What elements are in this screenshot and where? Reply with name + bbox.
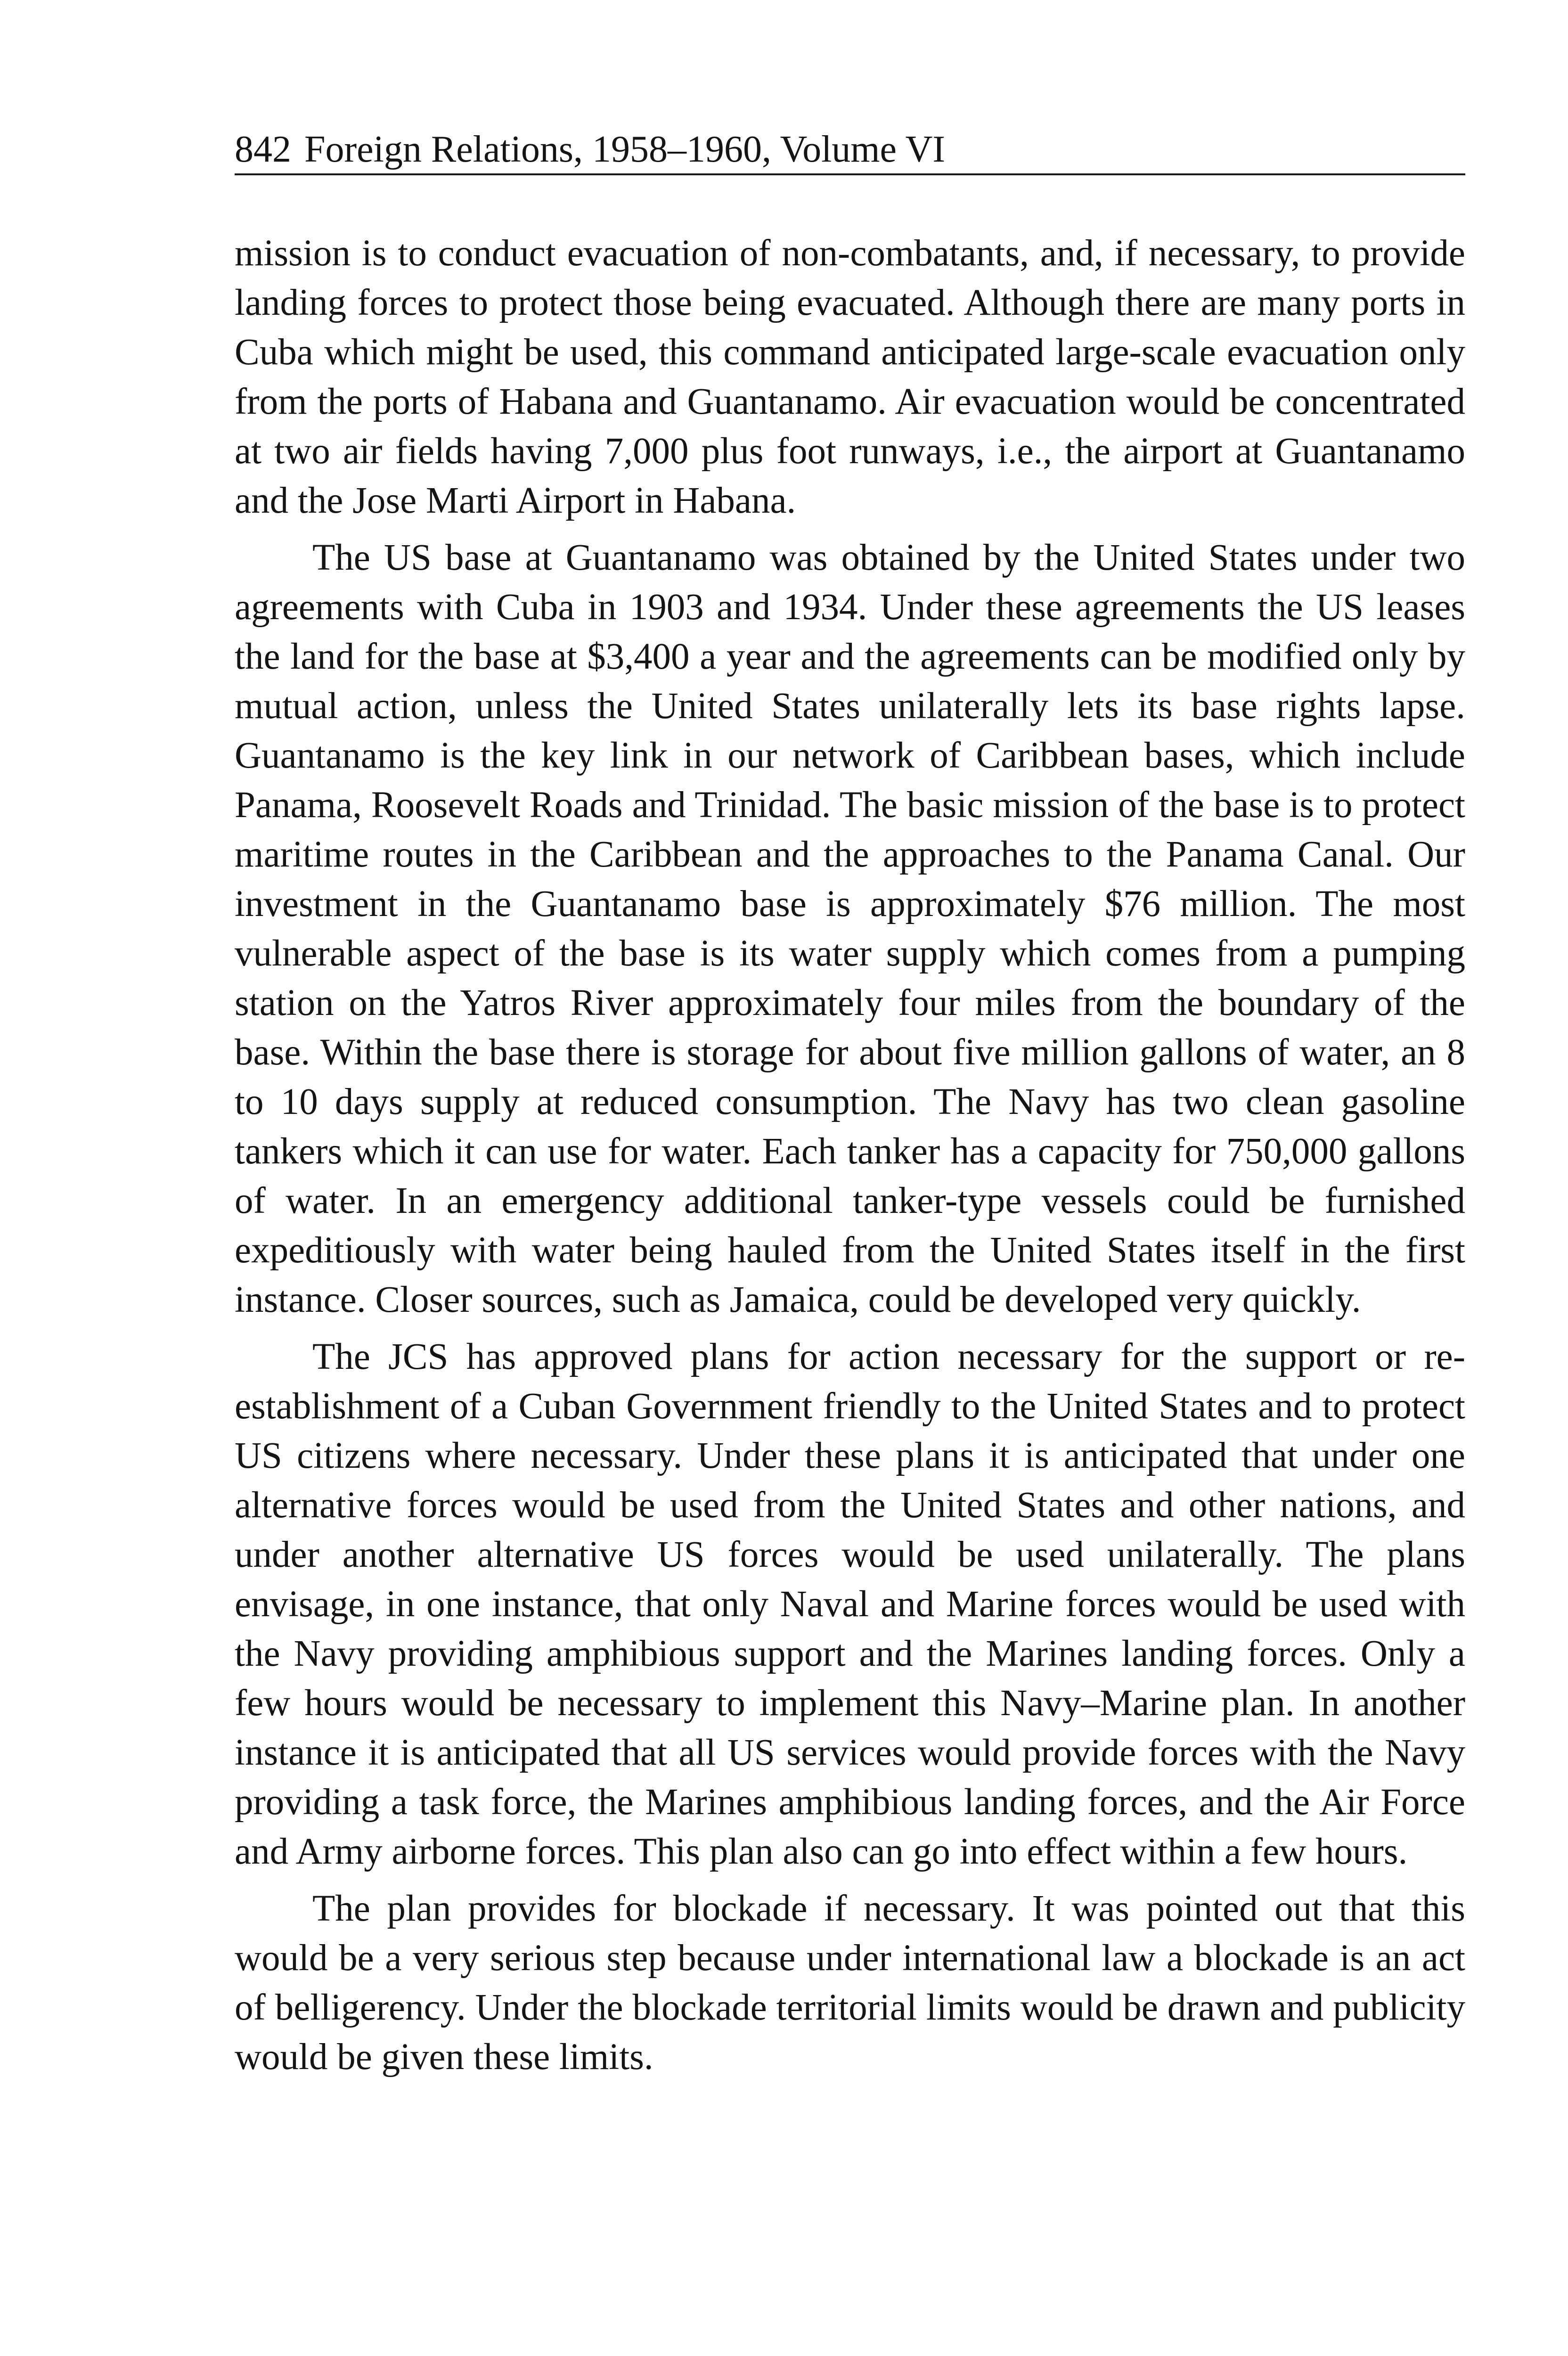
paragraph-1: mission is to conduct evacuation of non-combatants, and, if necessary, to provide landing forces to protect those being evacuated. Although there are many ports in Cuba which might be used, this command anticipated large-scale evacuation only from the ports of Habana and Guantanamo. Air evacuation would be concentrated at two air fields having 7,000 plus foot runways, i.e., the airport at Guantanamo and the Jose Marti Airport in Habana.	[235, 233, 1465, 521]
paragraph-4: The plan provides for blockade if necessary. It was pointed out that this would be a very serious step because under international law a blockade is an act of belligerency. Under the blockade territorial limits would be drawn and publicity would be given these limits.	[235, 1888, 1465, 2078]
page-number: 842	[235, 129, 291, 170]
body-text	[235, 229, 1465, 2082]
paragraph-3: The JCS has approved plans for action necessary for the support or re-establishment of a Cuban Government friendly to the United States and to protect US citizens where necessary. Under these plans it is anticipated that under one alternative forces would be used from the United States and other nations, and under another alternative US forces would be used unilaterally. The plans envisage, in one instance, that only Naval and Marine forces would be used with the Navy providing amphibious support and the Marines landing forces. Only a few hours would be necessary to implement this Navy–Marine plan. In another instance it is anticipated that all US services would provide forces with the Navy providing a task force, the Marines amphibious landing forces, and the Air Force and Army airborne forces. This plan also can go into effect within a few hours.	[235, 1336, 1465, 1872]
header-title: Foreign Relations, 1958–1960, Volume VI	[304, 129, 945, 170]
running-header	[235, 123, 1465, 175]
paragraph-2: The US base at Guantanamo was obtained by the United States under two agreements with Cuba in 1903 and 1934. Under these agreements the US leases the land for the base at $3,400 a year and the agreements can be modified only by mutual action, unless the United States unilaterally lets its base rights lapse. Guantanamo is the key link in our network of Caribbean bases, which include Panama, Roosevelt Roads and Trinidad. The basic mission of the base is to protect maritime routes in the Caribbean and the approaches to the Panama Canal. Our investment in the Guantanamo base is approximately $76 million. The most vulnerable aspect of the base is its water supply which comes from a pumping station on the Yatros River approximately four miles from the boundary of the base. Within the base there is storage for about five million gallons of water, an 8 to 10 days supply at reduced consumption. The Navy has two clean gasoline tankers which it can use for water. Each tanker has a capacity for 750,000 gallons of water. In an emergency additional tanker-type vessels could be furnished expeditiously with water being hauled from the United States itself in the first instance. Closer sources, such as Jamaica, could be developed very quickly.	[235, 537, 1465, 1320]
